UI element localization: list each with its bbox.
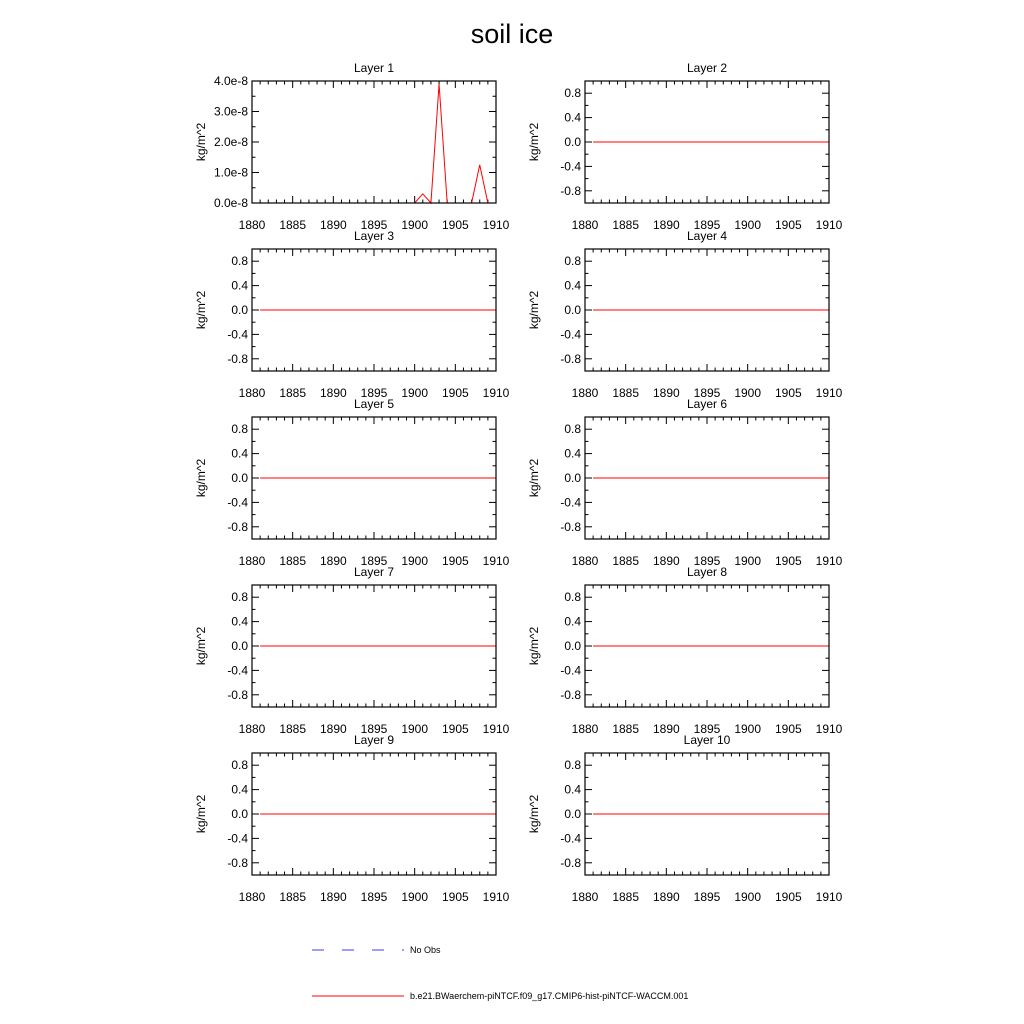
x-tick-label: 1910: [815, 386, 843, 400]
y-tick-label: 0.8: [564, 254, 581, 269]
y-tick-label: -0.4: [227, 495, 248, 510]
panel-grid: [194, 61, 843, 904]
chart-panel-7: [194, 565, 510, 736]
y-tick-label: 0.4: [564, 278, 581, 293]
x-tick-label: 1895: [693, 218, 721, 232]
x-tick-label: 1885: [279, 890, 307, 904]
x-tick-label: 1885: [612, 890, 640, 904]
panel-title: Layer 9: [353, 733, 395, 747]
y-tick-label: -0.4: [227, 663, 248, 678]
x-tick-label: 1895: [360, 890, 388, 904]
y-tick-label: -0.4: [227, 327, 248, 342]
panel-title: Layer 1: [353, 61, 395, 75]
chart-panel-5: [194, 397, 510, 568]
chart-panel-2: [527, 61, 843, 232]
x-tick-label: 1895: [360, 218, 388, 232]
x-tick-label: 1895: [693, 554, 721, 568]
y-axis-label: kg/m^2: [527, 290, 541, 330]
x-tick-label: 1890: [652, 554, 680, 568]
x-tick-label: 1900: [734, 554, 762, 568]
x-tick-label: 1885: [612, 386, 640, 400]
y-axis-label: kg/m^2: [194, 626, 208, 666]
y-tick-label: 0.8: [231, 758, 248, 773]
x-tick-label: 1885: [279, 554, 307, 568]
x-tick-label: 1890: [319, 554, 347, 568]
y-tick-label: -0.8: [560, 855, 581, 870]
y-tick-label: 0.4: [564, 446, 581, 461]
x-tick-label: 1890: [652, 722, 680, 736]
x-tick-label: 1890: [652, 218, 680, 232]
y-tick-label: 0.8: [564, 422, 581, 437]
y-tick-label: -0.8: [560, 351, 581, 366]
y-axis-label: kg/m^2: [194, 122, 208, 162]
y-tick-label: -0.8: [227, 855, 248, 870]
x-tick-label: 1905: [441, 554, 469, 568]
y-axis-label: kg/m^2: [194, 290, 208, 330]
x-tick-label: 1905: [441, 386, 469, 400]
y-tick-label: 0.0: [564, 135, 581, 149]
x-tick-label: 1895: [360, 554, 388, 568]
series-line-1: [252, 84, 488, 203]
x-tick-label: 1880: [238, 722, 266, 736]
x-tick-label: 1910: [482, 386, 510, 400]
x-tick-label: 1895: [693, 890, 721, 904]
panel-title: Layer 2: [686, 61, 728, 75]
chart-panel-10: [527, 733, 843, 904]
y-tick-label: 0.0e-8: [213, 196, 248, 210]
y-tick-label: -0.4: [560, 495, 581, 510]
y-tick-label: 0.8: [564, 86, 581, 101]
y-tick-label: -0.4: [227, 831, 248, 846]
legend-label-model-run: b.e21.BWaerchem-piNTCF.f09_g17.CMIP6-hist-piNTCF-WACCM.001: [410, 991, 689, 1001]
y-tick-label: 0.8: [231, 254, 248, 269]
y-tick-label: 0.0: [231, 471, 248, 485]
chart-panel-3: [194, 229, 510, 400]
plot-frame: [252, 81, 496, 203]
x-tick-label: 1905: [441, 218, 469, 232]
x-tick-label: 1895: [693, 386, 721, 400]
x-tick-label: 1910: [482, 722, 510, 736]
x-tick-label: 1910: [482, 554, 510, 568]
x-tick-label: 1880: [571, 890, 599, 904]
panel-title: Layer 3: [353, 229, 395, 243]
x-tick-label: 1885: [612, 218, 640, 232]
y-tick-label: -0.8: [227, 351, 248, 366]
x-tick-label: 1880: [571, 722, 599, 736]
y-tick-label: 0.4: [231, 278, 248, 293]
x-tick-label: 1900: [401, 386, 429, 400]
y-tick-label: 0.8: [564, 590, 581, 605]
panel-title: Layer 8: [686, 565, 728, 579]
x-tick-label: 1895: [360, 386, 388, 400]
x-tick-label: 1890: [319, 386, 347, 400]
y-tick-label: 1.0e-8: [213, 165, 248, 180]
x-tick-label: 1885: [612, 722, 640, 736]
x-tick-label: 1885: [279, 218, 307, 232]
x-tick-label: 1895: [693, 722, 721, 736]
x-tick-label: 1905: [441, 722, 469, 736]
y-tick-label: 4.0e-8: [213, 74, 248, 88]
legend-label-no-obs: No Obs: [410, 945, 441, 955]
x-tick-label: 1880: [238, 554, 266, 568]
y-tick-label: 0.4: [564, 614, 581, 629]
y-tick-label: -0.4: [560, 159, 581, 174]
y-tick-label: 0.4: [231, 782, 248, 797]
x-tick-label: 1890: [319, 218, 347, 232]
chart-panel-9: [194, 733, 510, 904]
x-tick-label: 1900: [734, 386, 762, 400]
x-tick-label: 1885: [279, 722, 307, 736]
x-tick-label: 1900: [401, 890, 429, 904]
chart-panel-4: [527, 229, 843, 400]
x-tick-label: 1885: [279, 386, 307, 400]
x-tick-label: 1880: [571, 386, 599, 400]
y-tick-label: 0.0: [564, 471, 581, 485]
figure-title: soil ice: [470, 19, 554, 49]
x-tick-label: 1880: [571, 554, 599, 568]
y-tick-label: 0.0: [231, 807, 248, 821]
chart-panel-1: [194, 61, 510, 232]
y-tick-label: 0.4: [231, 614, 248, 629]
x-tick-label: 1900: [401, 722, 429, 736]
x-tick-label: 1905: [441, 890, 469, 904]
x-tick-label: 1880: [238, 218, 266, 232]
y-tick-label: -0.8: [227, 519, 248, 534]
x-tick-label: 1905: [774, 890, 802, 904]
x-tick-label: 1900: [734, 218, 762, 232]
y-tick-label: 0.8: [231, 590, 248, 605]
x-tick-label: 1880: [238, 386, 266, 400]
y-tick-label: 0.0: [231, 639, 248, 653]
y-tick-label: 0.8: [564, 758, 581, 773]
y-tick-label: -0.8: [560, 183, 581, 198]
y-tick-label: 0.8: [231, 422, 248, 437]
y-axis-label: kg/m^2: [527, 626, 541, 666]
x-tick-label: 1900: [401, 218, 429, 232]
x-tick-label: 1910: [482, 218, 510, 232]
y-tick-label: 0.0: [564, 807, 581, 821]
x-tick-label: 1880: [571, 218, 599, 232]
y-axis-label: kg/m^2: [194, 458, 208, 498]
y-tick-label: 3.0e-8: [213, 104, 248, 119]
y-tick-label: 0.0: [231, 303, 248, 317]
y-tick-label: 0.4: [231, 446, 248, 461]
y-tick-label: -0.8: [560, 687, 581, 702]
panel-title: Layer 10: [683, 733, 731, 747]
x-tick-label: 1910: [815, 554, 843, 568]
x-tick-label: 1905: [774, 722, 802, 736]
y-axis-label: kg/m^2: [527, 458, 541, 498]
y-tick-label: 2.0e-8: [213, 135, 248, 149]
x-tick-label: 1905: [774, 386, 802, 400]
panel-title: Layer 4: [686, 229, 728, 243]
x-tick-label: 1890: [319, 722, 347, 736]
y-axis-label: kg/m^2: [527, 794, 541, 834]
x-tick-label: 1900: [401, 554, 429, 568]
panel-title: Layer 5: [353, 397, 395, 411]
x-tick-label: 1905: [774, 218, 802, 232]
x-tick-label: 1910: [815, 218, 843, 232]
y-tick-label: 0.0: [564, 303, 581, 317]
y-tick-label: 0.0: [564, 639, 581, 653]
chart-panel-6: [527, 397, 843, 568]
y-tick-label: -0.4: [560, 831, 581, 846]
panel-title: Layer 7: [353, 565, 395, 579]
x-tick-label: 1910: [815, 722, 843, 736]
y-tick-label: 0.4: [564, 782, 581, 797]
x-tick-label: 1905: [774, 554, 802, 568]
x-tick-label: 1890: [652, 890, 680, 904]
x-tick-label: 1900: [734, 722, 762, 736]
y-axis-label: kg/m^2: [527, 122, 541, 162]
x-tick-label: 1890: [319, 890, 347, 904]
y-tick-label: -0.8: [227, 687, 248, 702]
y-tick-label: -0.8: [560, 519, 581, 534]
y-tick-label: -0.4: [560, 663, 581, 678]
x-tick-label: 1885: [612, 554, 640, 568]
y-tick-label: 0.4: [564, 110, 581, 125]
panel-title: Layer 6: [686, 397, 728, 411]
x-tick-label: 1910: [482, 890, 510, 904]
x-tick-label: 1895: [360, 722, 388, 736]
x-tick-label: 1900: [734, 890, 762, 904]
y-axis-label: kg/m^2: [194, 794, 208, 834]
chart-panel-8: [527, 565, 843, 736]
x-tick-label: 1880: [238, 890, 266, 904]
legend: [312, 945, 688, 1001]
x-tick-label: 1890: [652, 386, 680, 400]
x-tick-label: 1910: [815, 890, 843, 904]
y-tick-label: -0.4: [560, 327, 581, 342]
